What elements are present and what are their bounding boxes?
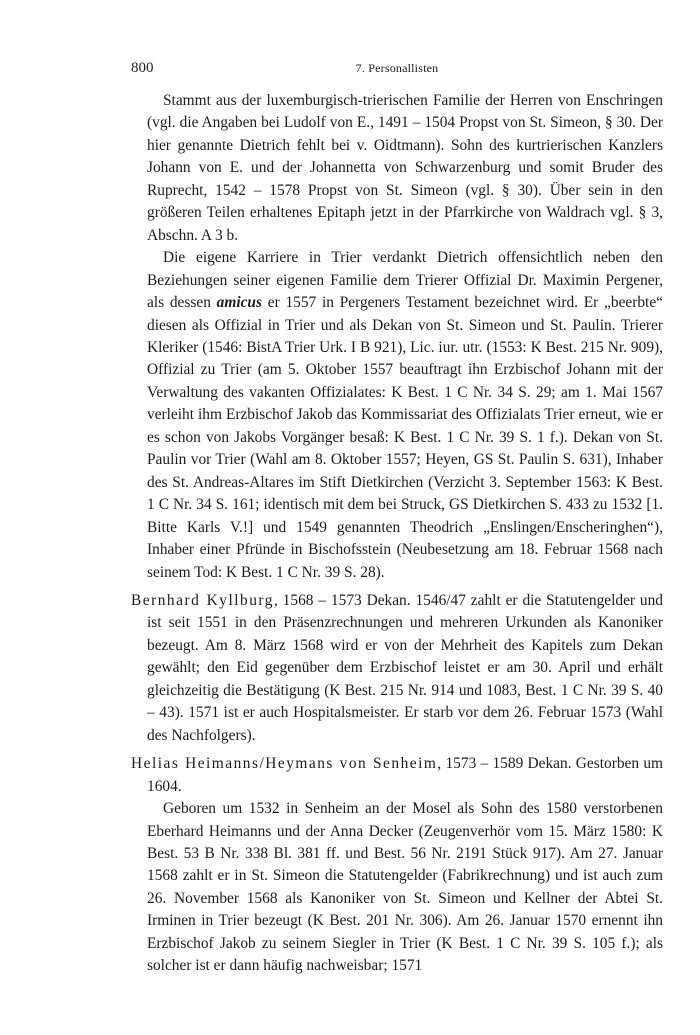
running-head: 7. Personallisten	[355, 61, 439, 75]
entry-name: Helias Heimanns/Heymans von Senheim	[131, 755, 438, 773]
entry-text: , 1573 – 1589 Dekan. Gestorben um 1604.	[147, 755, 663, 795]
paragraph-helias-biography: Geboren um 1532 in Senheim an der Mosel als Sohn des 1580 verstorbenen Eberhard Heimanns und der Anna Decker (Zeugenverhör vom 15. März 1580: K Best. 53 B Nr. 338 Bl. 381 ff. und Best. 56 Nr. 2191 Stück 917). Am 27. Januar 1568 zahlt er in St. Simeon die Statutengelder (Fabrikrechnung) und ist auch zum 26. November 1568 als Kanoniker von St. Simeon und Kellner der Abtei St. Irminen in Trier bezeugt (K Best. 201 Nr. 306). Am 26. Januar 1570 ernennt ihn Erzbischof Jakob zu seinem Siegler in Trier (K Best. 1 C Nr. 39 S. 105 f.); als solcher ist er dann häufig nachweisbar; 1571	[147, 800, 663, 975]
paragraph-text: Die eigene Karriere in Trier verdankt Dietrich offensichtlich neben den Beziehungen seiner eigenen Familie dem Trierer Offizial Dr. Maximin Pergener, als dessen	[147, 249, 663, 312]
paragraph-enschringen-family: Stammt aus der luxemburgisch-trierischen Familie der Herren von Enschringen (vgl. die Angaben bei Ludolf von E., 1491 – 1504 Propst von St. Simeon, § 30. Der hier genannte Dietrich fehlt bei v. Oidtmann). Sohn des kurtrierischen Kanzlers Johann von E. und der Johannetta von Schwarzenburg und somit Bruder des Ruprecht, 1542 – 1578 Propst von St. Simeon (vgl. § 30). Über sein in den größeren Teilen erhaltenes Epitaph jetzt in der Pfarrkirche von Waldrach vgl. § 3, Abschn. A 3 b.	[147, 92, 663, 244]
entry-text: , 1568 – 1573 Dekan. 1546/47 zahlt er die Statutengelder und ist seit 1551 in den Präsenzrechnungen und mehreren Urkunden als Kanoniker bezeugt. Am 8. März 1568 wird er von der Mehrheit des Kapitels zum Dekan gewählt; den Eid gegenüber dem Erzbischof leistet er am 30. April und erhält gleichzeitig die Bestätigung (K Best. 215 Nr. 914 und 1083, Best. 1 C Nr. 39 S. 40 – 43). 1571 ist er auch Hospitalsmeister. Er starb vor dem 26. Februar 1573 (Wahl des Nachfolgers).	[147, 591, 663, 744]
page-body	[131, 90, 663, 978]
entry-bernhard-kyllburg	[131, 590, 663, 747]
paragraph-dietrich-career	[131, 247, 663, 584]
page-header	[131, 60, 663, 80]
page-number: 800	[131, 60, 154, 76]
entry-helias-heimanns	[131, 753, 663, 798]
paragraph-text: er 1557 in Pergeners Testament bezeichnet wird. Er „beerbte“ diesen als Offizial in Trier und als Dekan von St. Simeon und St. Paulin. Trierer Kleriker (1546: BistA Trier Urk. I B 921), Lic. iur. utr. (1553: K Best. 215 Nr. 909), Offizial zu Trier (am 5. Oktober 1557 beauftragt ihn Erzbischof Johann mit der Verwaltung des vakanten Offizialates: K Best. 1 C Nr. 34 S. 29; am 1. Mai 1567 verleiht ihm Erzbischof Jakob das Kommissariat des Offizialats Trier erneut, wie er es schon von Jakobs Vorgänger besaß: K Best. 1 C Nr. 39 S. 1 f.). Dekan von St. Paulin vor Trier (Wahl am 8. Oktober 1557; Heyen, GS St. Paulin S. 631), Inhaber des St. Andreas-Altares im Stift Dietkirchen (Verzicht 3. September 1563: K Best. 1 C Nr. 34 S. 161; identisch mit dem bei Struck, GS Dietkirchen S. 433 zu 1532 [1. Bitte Karls V.!] und 1549 genannten Theodrich „Enslingen/Enscheringhen“), Inhaber einer Pfründe in Bischofsstein (Neubesetzung am 18. Februar 1568 nach seinem Tod: K Best. 1 C Nr. 39 S. 28).	[147, 294, 663, 581]
emphasized-term: amicus	[216, 294, 262, 312]
entry-name: Bernhard Kyllburg	[131, 591, 274, 609]
